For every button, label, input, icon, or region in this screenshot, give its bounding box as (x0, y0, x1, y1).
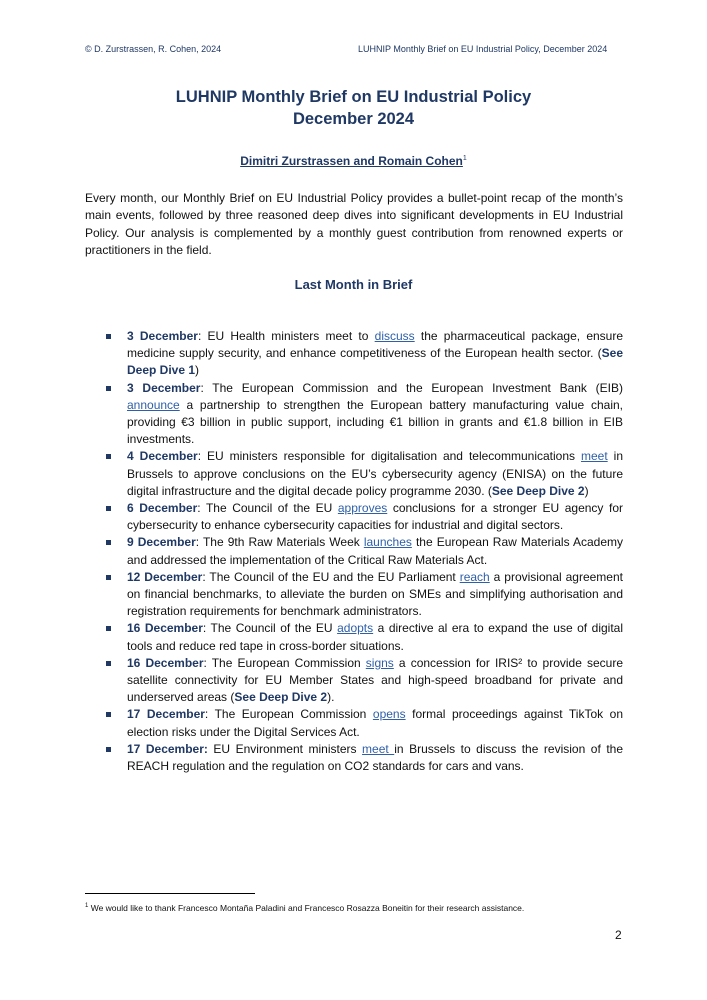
item-text-pre: : The Council of the EU (197, 501, 338, 516)
item-date: 16 December (127, 655, 204, 670)
item-text-pre: : EU Health ministers meet to (197, 329, 375, 343)
item-deep-dive-ref: See Deep Dive 2 (491, 483, 585, 498)
item-text-post: the pharmaceutical package, ensure medicine supply security, and enhance competitiveness of the European health sector. ( (127, 329, 624, 361)
item-source-link[interactable]: reach (459, 569, 490, 584)
bullet-icon (106, 747, 111, 752)
item-deep-dive-ref: See Deep Dive 2 (234, 690, 328, 705)
bullet-icon (106, 540, 111, 545)
item-text-post: a directive al era to expand the use of digital tools and reduce red tape in cross-border situations. (127, 621, 623, 653)
author-names-link[interactable]: Dimitri Zurstrassen and Romain Cohen (240, 154, 463, 168)
item-source-link[interactable]: signs (365, 655, 394, 670)
bullet-icon (106, 575, 111, 580)
item-text-post: the European Raw Materials Academy and addressed the implementation of the Critical Raw Materials Act. (127, 535, 623, 567)
item-text-post: conclusions for a stronger EU agency for cybersecurity to enhance cybersecurity capacities for industrial and digital sectors. (127, 501, 623, 533)
brief-list (85, 328, 623, 775)
item-date: 12 December (127, 569, 203, 584)
list-item (85, 448, 623, 500)
list-item (85, 569, 623, 621)
bullet-icon (106, 506, 111, 511)
item-text-pre: EU Environment ministers (207, 741, 363, 756)
item-source-link[interactable]: discuss (374, 329, 415, 343)
list-item (85, 620, 623, 654)
item-date: 9 December (127, 535, 196, 550)
bullet-icon (106, 712, 111, 717)
footnote-mark: 1 (85, 903, 89, 910)
list-item (85, 706, 623, 740)
item-text-pre: : The Council of the EU and the EU Parliament (202, 569, 460, 584)
list-item (85, 534, 623, 568)
running-header-left: © D. Zurstrassen, R. Cohen, 2024 (85, 44, 222, 54)
item-text-post: a partnership to strengthen the European battery manufacturing value chain, providing €3 billion in public support, including €1 billion in grants and €1.8 billion in EIB investments. (127, 397, 623, 447)
bullet-icon (106, 661, 111, 666)
list-item (85, 380, 623, 449)
footnote-divider (85, 893, 255, 894)
item-text-post: formal proceedings against TikTok on election risks under the Digital Services Act. (127, 707, 624, 739)
item-text-pre: : The European Commission (204, 707, 373, 722)
item-text-post: a provisional agreement on financial benchmarks, to alleviate the burden on SMEs and simplifying authorisation and registration requirements for benchmark administrators. (127, 569, 623, 619)
item-source-link[interactable]: launches (363, 535, 412, 550)
item-source-link[interactable]: meet (362, 741, 395, 756)
bullet-icon (106, 626, 111, 631)
footnote (85, 903, 645, 913)
page-number: 2 (615, 928, 622, 942)
footnote-text: We would like to thank Francesco Montaña Paladini and Francesco Rosazza Boneitin for their research assistance. (88, 903, 525, 913)
author-footnote-mark[interactable]: 1 (462, 155, 467, 162)
item-text-end: ). (327, 690, 335, 705)
item-text-post: in Brussels to discuss the revision of the REACH regulation and the regulation on CO2 standards for cars and vans. (127, 741, 623, 774)
running-header-right: LUHNIP Monthly Brief on EU Industrial Policy, December 2024 (358, 44, 608, 54)
item-deep-dive-ref: See Deep Dive 1 (127, 346, 623, 378)
title-line-1: LUHNIP Monthly Brief on EU Industrial Policy (175, 88, 532, 106)
item-text-pre: : The European Commission and the European Investment Bank (EIB) (200, 380, 623, 395)
item-date: 6 December (127, 501, 198, 516)
title-line-2: December 2024 (292, 110, 415, 128)
item-date: 16 December (127, 621, 203, 636)
section-heading: Last Month in Brief (294, 277, 413, 292)
item-source-link[interactable]: approves (337, 501, 388, 516)
item-text-end: ) (584, 483, 589, 498)
item-text-end: ) (195, 363, 200, 378)
bullet-icon (106, 454, 111, 459)
list-item (85, 741, 623, 775)
item-text-post: in Brussels to approve conclusions on the EU’s cybersecurity agency (ENISA) on the future digital infrastructure and the digital decade policy programme 2030. ( (127, 449, 623, 498)
item-date: 17 December: (127, 741, 208, 756)
item-text-pre: : The European Commission (203, 655, 366, 670)
item-date: 3 December (127, 380, 201, 395)
list-item (85, 500, 623, 534)
bullet-icon (106, 334, 111, 339)
authors (0, 154, 707, 168)
intro-paragraph: Every month, our Monthly Brief on EU Industrial Policy provides a bullet-point recap of the month’s main events, followed by three reasoned deep dives into significant developments in EU Industrial Policy. Our analysis is complemented by a monthly guest contribution from renowned experts or practitioners in the field. (85, 191, 623, 257)
item-text-pre: : The 9th Raw Materials Week (195, 535, 364, 550)
item-text-pre: : The Council of the EU (202, 621, 338, 636)
item-source-link[interactable]: opens (372, 707, 406, 722)
item-text-post: a concession for IRIS² to provide secure satellite connectivity for EU Member States and high-speed broadband for private and underserved areas ( (127, 655, 624, 705)
document-title (0, 86, 707, 130)
item-date: 4 December (127, 449, 198, 464)
item-date: 3 December (127, 329, 198, 343)
item-source-link[interactable]: adopts (337, 621, 374, 636)
item-source-link[interactable]: meet (580, 449, 608, 464)
item-source-link[interactable]: announce (127, 397, 180, 412)
list-item (85, 328, 623, 380)
item-date: 17 December (127, 707, 205, 722)
bullet-icon (106, 386, 111, 391)
list-item (85, 655, 623, 707)
item-text-pre: : EU ministers responsible for digitalisation and telecommunications (197, 449, 581, 464)
